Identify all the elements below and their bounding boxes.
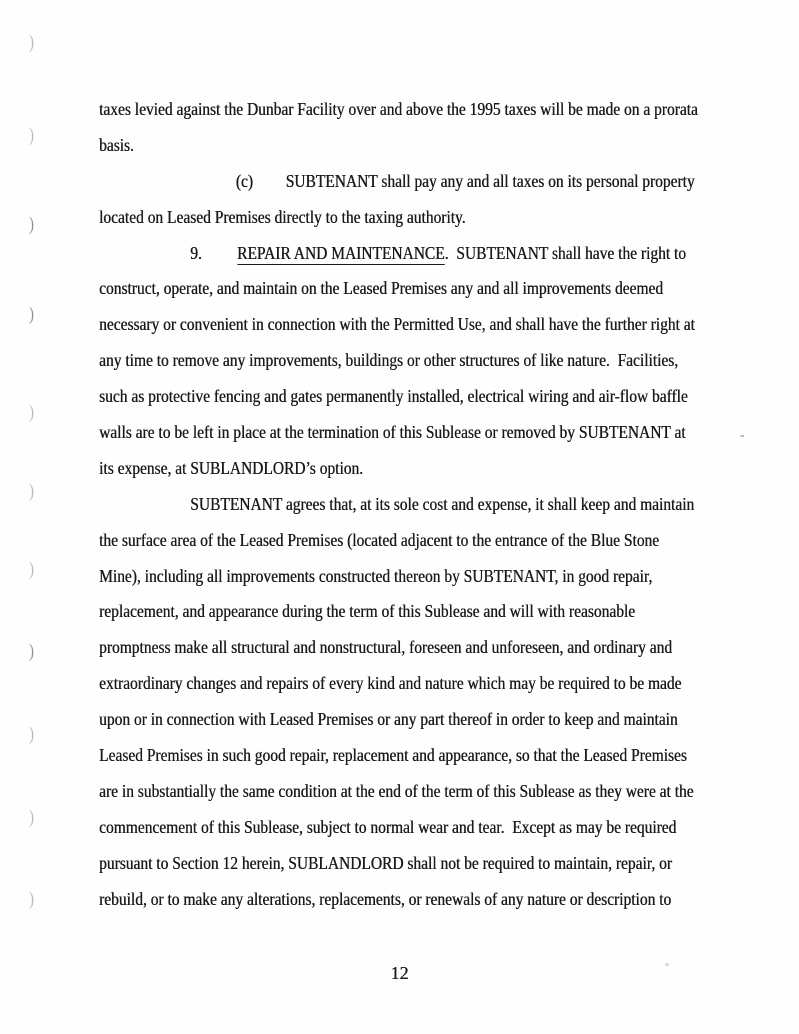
- binder-mark-icon: ): [29, 642, 34, 662]
- body-line: Leased Premises in such good repair, replacement and appearance, so that the Leased Premises: [99, 745, 687, 766]
- binder-mark-icon: ): [29, 305, 34, 325]
- section-9-heading-line: [99, 236, 701, 272]
- binder-mark-icon: ): [29, 482, 34, 502]
- document-body: [99, 92, 799, 917]
- body-line: such as protective fencing and gates permanently installed, electrical wiring and air-flow baffle: [99, 386, 688, 407]
- binder-mark-icon: ): [29, 33, 34, 53]
- section-heading-continuation: . SUBTENANT shall have the right to: [444, 242, 686, 263]
- binder-mark-icon: ): [29, 890, 34, 910]
- body-line: construct, operate, and maintain on the Leased Premises any and all improvements deemed: [99, 278, 663, 299]
- body-line: upon or in connection with Leased Premises or any part thereof in order to keep and maintain: [99, 709, 678, 730]
- subclause-text: SUBTENANT shall pay any and all taxes on its personal property: [285, 170, 695, 191]
- body-line: its expense, at SUBLANDLORD’s option.: [99, 457, 364, 478]
- paragraph-start-line: SUBTENANT agrees that, at its sole cost and expense, it shall keep and maintain: [190, 493, 695, 514]
- body-line: the surface area of the Leased Premises (located adjacent to the entrance of the Blue Stone: [99, 529, 660, 550]
- subclause-c-line: [99, 164, 701, 200]
- body-line: replacement, and appearance during the term of this Sublease and will with reasonable: [99, 601, 636, 622]
- binder-mark-icon: ): [29, 808, 34, 828]
- body-line: promptness make all structural and nonstructural, foreseen and unforeseen, and ordinary and: [99, 637, 673, 658]
- body-line: walls are to be left in place at the termination of this Sublease or removed by SUBTENANT at: [99, 422, 686, 443]
- body-line: located on Leased Premises directly to the taxing authority.: [99, 206, 466, 227]
- binder-mark-icon: ): [29, 126, 34, 146]
- body-line: extraordinary changes and repairs of every kind and nature which may be required to be made: [99, 673, 682, 694]
- body-line: are in substantially the same condition at the end of the term of this Sublease as they were at the: [99, 780, 694, 801]
- section-number: 9.: [190, 242, 202, 263]
- section-heading: REPAIR AND MAINTENANCE: [237, 242, 445, 263]
- body-line: taxes levied against the Dunbar Facility over and above the 1995 taxes will be made on a prorata: [99, 99, 698, 119]
- binder-mark-icon: ): [29, 725, 34, 745]
- body-line: pursuant to Section 12 herein, SUBLANDLORD shall not be required to maintain, repair, or: [99, 852, 672, 873]
- scan-artifact-dash: -: [740, 427, 744, 442]
- binder-mark-icon: ): [29, 403, 34, 423]
- body-line: Mine), including all improvements constructed thereon by SUBTENANT, in good repair,: [99, 565, 653, 586]
- body-line: rebuild, or to make any alterations, replacements, or renewals of any nature or description to: [99, 888, 672, 909]
- body-line: necessary or convenient in connection with the Permitted Use, and shall have the further right at: [99, 314, 695, 335]
- page-number: 12: [390, 963, 409, 983]
- body-line: any time to remove any improvements, buildings or other structures of like nature. Facilities,: [99, 350, 679, 371]
- body-line: basis.: [99, 134, 134, 155]
- binder-mark-icon: ): [29, 560, 34, 580]
- body-line: commencement of this Sublease, subject to normal wear and tear. Except as may be required: [99, 816, 677, 837]
- binder-mark-icon: ): [29, 215, 34, 235]
- subclause-label: (c): [235, 170, 253, 191]
